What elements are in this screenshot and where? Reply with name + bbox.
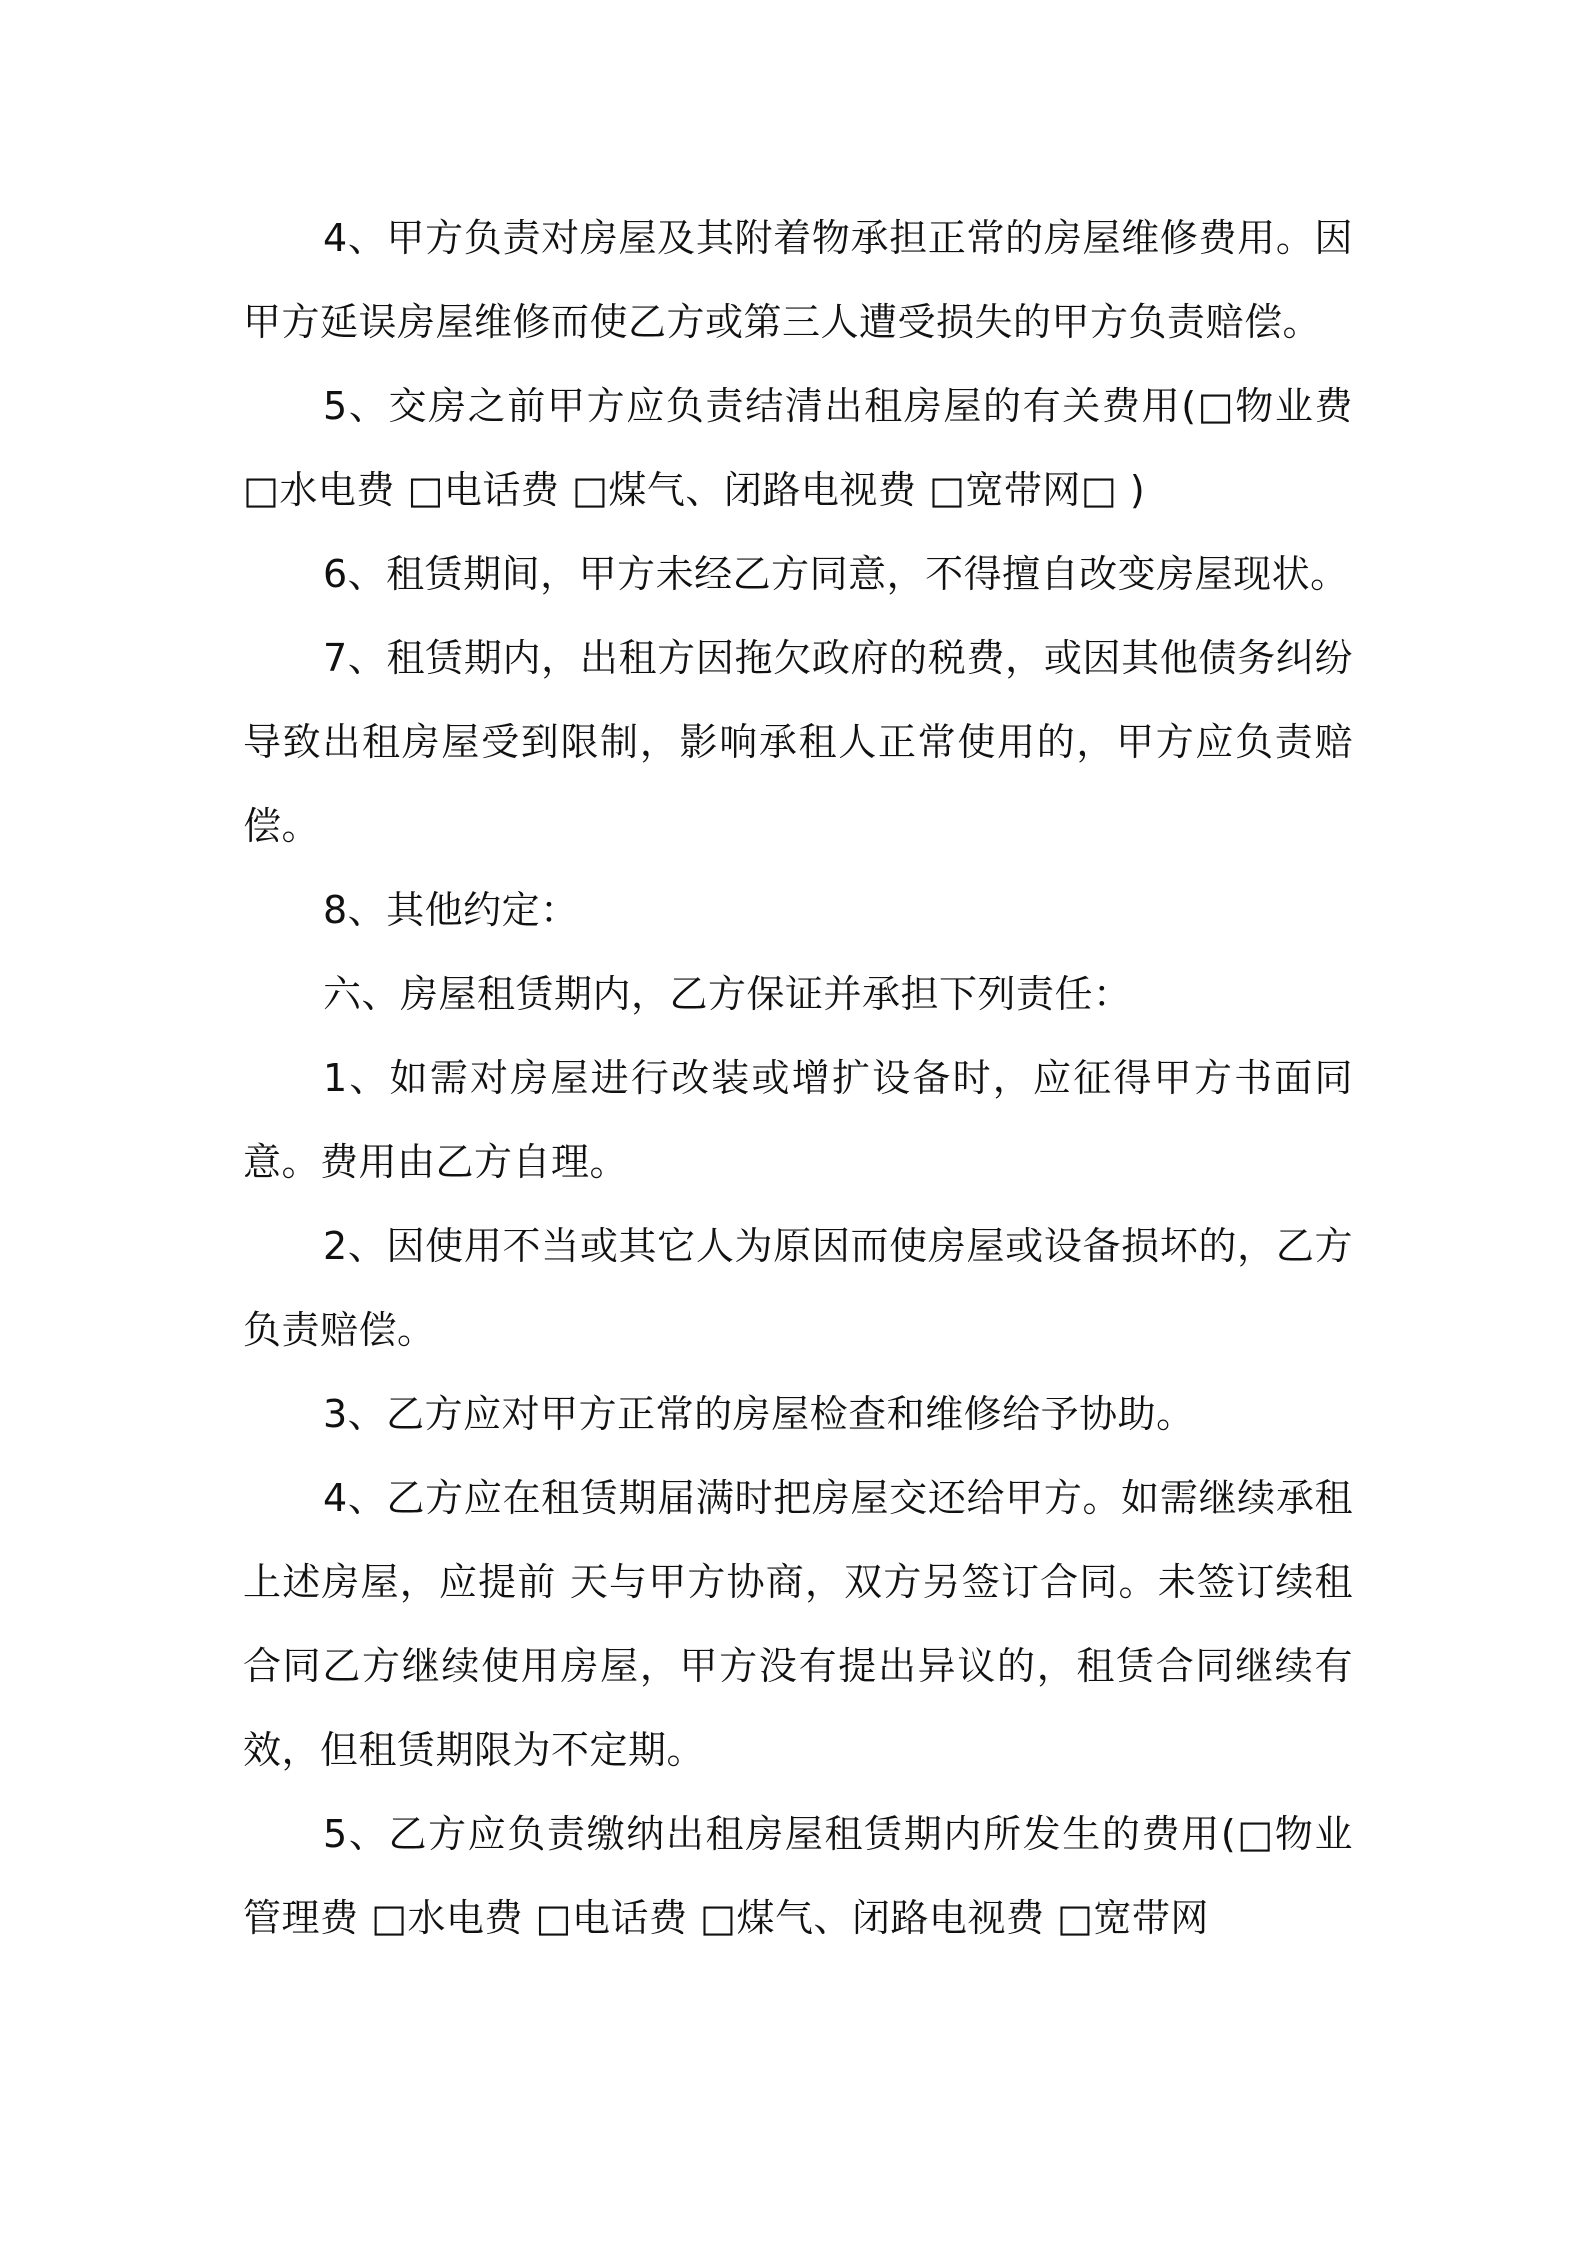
clause-return-renewal: 4、乙方应在租赁期届满时把房屋交还给甲方。如需继续承租上述房屋，应提前 天与甲方协商，双方另签订合同。未签订续租合同乙方继续使用房屋，甲方没有提出异议的，租赁合同继续有效，但租赁期限为不定期。 [243, 1476, 1353, 1772]
clause-no-alteration: 6、租赁期间，甲方未经乙方同意，不得擅自改变房屋现状。 [323, 552, 1349, 596]
clause-inspection-assist: 3、乙方应对甲方正常的房屋检查和维修给予协助。 [323, 1392, 1195, 1436]
clause-modification-consent: 1、如需对房屋进行改装或增扩设备时，应征得甲方书面同意。费用由乙方自理。 [243, 1056, 1353, 1184]
clause-debt-compensation: 7、租赁期内，出租方因拖欠政府的税费，或因其他债务纠纷导致出租房屋受到限制，影响承租人正常使用的，甲方应负责赔偿。 [243, 636, 1353, 848]
contract-body [243, 196, 1353, 1960]
clause-landlord-repair: 4、甲方负责对房屋及其附着物承担正常的房屋维修费用。因甲方延误房屋维修而使乙方或第三人遭受损失的甲方负责赔偿。 [243, 216, 1353, 344]
section-heading-tenant-duties: 六、房屋租赁期内，乙方保证并承担下列责任： [323, 972, 1132, 1016]
clause-other-agreements: 8、其他约定： [323, 888, 579, 932]
clause-tenant-fees: 5、乙方应负责缴纳出租房屋租赁期内所发生的费用(□物业管理费 □水电费 □电话费 □煤气、闭路电视费 □宽带网 [243, 1812, 1353, 1940]
clause-landlord-fees: 5、交房之前甲方应负责结清出租房屋的有关费用(□物业费□水电费 □电话费 □煤气、闭路电视费 □宽带网□ ) [243, 384, 1353, 512]
clause-damage-compensation: 2、因使用不当或其它人为原因而使房屋或设备损坏的，乙方负责赔偿。 [243, 1224, 1353, 1352]
